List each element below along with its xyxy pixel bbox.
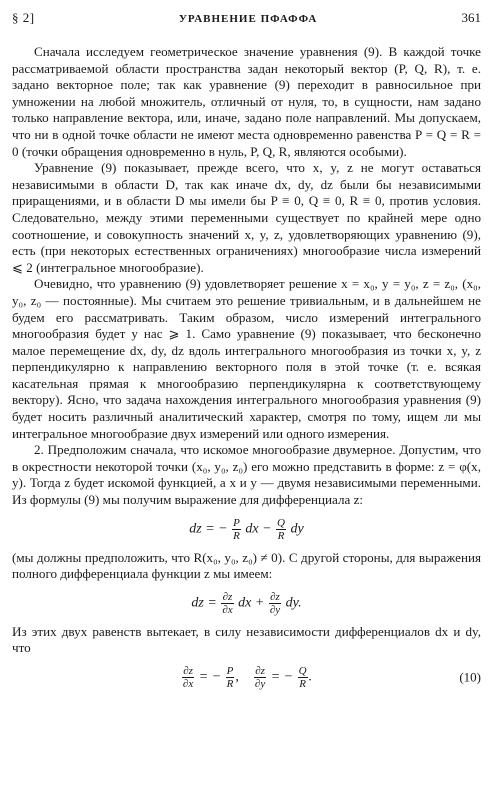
- running-header: [12, 10, 481, 30]
- page-number: 361: [461, 10, 481, 25]
- fraction-p-r: $\frac{P}{R}$: [233, 516, 240, 542]
- paragraph-6: Из этих двух равенств вытекает, в силу независимости дифференциалов dx и dy, что: [12, 623, 481, 656]
- section-label: § 2]: [12, 10, 35, 25]
- running-title: УРАВНЕНИЕ ПФАФФА: [178, 13, 318, 25]
- paragraph-4: 2. Предположим сначала, что искомое многообразие двумерное. Допустим, что в окрестности некоторой точки (x₀, y₀, z₀) его можно представить в форме: z = φ(x, y). Тогда z будет искомой функцией, а x и y — двумя независимыми переменными. Из формулы (9) мы получим выражение для дифференциала z:: [12, 442, 481, 508]
- fraction-dzdx: $\frac{\partial z}{\partial x}$: [222, 590, 233, 616]
- equation-total-differential: dz = $\frac{\partial z}{\partial x}$ dx + $\frac{\partial z}{\partial y}$ dy.: [191, 590, 302, 616]
- text-body: [12, 44, 481, 690]
- paragraph-3: Очевидно, что уравнению (9) удовлетворяет решение x = x₀, y = y₀, z = z₀, (x₀, y₀, z₀ — постоянные). Мы считаем это решение тривиальным, и в дальнейшем не будем его рассматривать. Таким образом, число измерений интегрального многообразия будет у нас ⩾ 1. Само уравнение (9) показывает, что бесконечно малое перемещение dx, dy, dz вдоль интегрального многообразия из точки x, y, z перпендикулярно к направлению векторного поля в этой точке (т. е. всякая касательная прямая к многообразию перпендикулярна к соответствующему вектору). Ясно, что задача нахождения интегрального многообразия уравнения (9) будет носить различный аналитический характер, смотря по тому, ищем ли мы интегральное многообразие двух измерений или одного измерения.: [12, 276, 481, 441]
- paragraph-2: Уравнение (9) показывает, прежде всего, что x, y, z не могут оставаться независимыми в области D, так как иначе dx, dy, dz были бы независимыми приращениями, и в области D мы имели бы P ≡ 0, Q ≡ 0, R ≡ 0, против условия. Следовательно, между этими переменными существует по крайней мере одно соотношение, и совокупность значений x, y, z, удовлетворяющих уравнению (9), есть (при некоторых естественных ограничениях) многообразие числа измерений ⩽ 2 (интегральное многообразие).: [12, 160, 481, 275]
- paragraph-5: (мы должны предположить, что R(x₀, y₀, z₀) ≠ 0). С другой стороны, для выражения полного дифференциала функции z мы имеем:: [12, 549, 481, 582]
- equation-10: $\frac{\partial z}{\partial x}$ = − $\frac{P}{R}$ , $\frac{\partial z}{\partial y}$ = − $\frac{Q}{R}$ . (10): [182, 665, 481, 690]
- fraction-q-r: $\frac{Q}{R}$: [277, 516, 285, 542]
- equation-dz: dz = − $\frac{P}{R}$ dx − $\frac{Q}{R}$ dy: [189, 516, 304, 542]
- fraction-dzdy: $\frac{\partial z}{\partial y}$: [269, 590, 281, 616]
- equation-number: (10): [459, 669, 481, 685]
- paragraph-1: Сначала исследуем геометрическое значение уравнения (9). В каждой точке рассматриваемой области пространства задан некоторый вектор (P, Q, R), т. е. задано векторное поле; так как уравнение (9) переходит в равносильное при умножении на любой множитель, отличный от нуля, то, в сущности, нам задано только направление вектора, или, иначе, задано поле направлений. Мы допускаем, что ни в одной точке области не имеют места одновременно равенства P = Q = R = 0 (точки обращения одновременно в нуль, P, Q, R, являются особыми).: [12, 44, 481, 159]
